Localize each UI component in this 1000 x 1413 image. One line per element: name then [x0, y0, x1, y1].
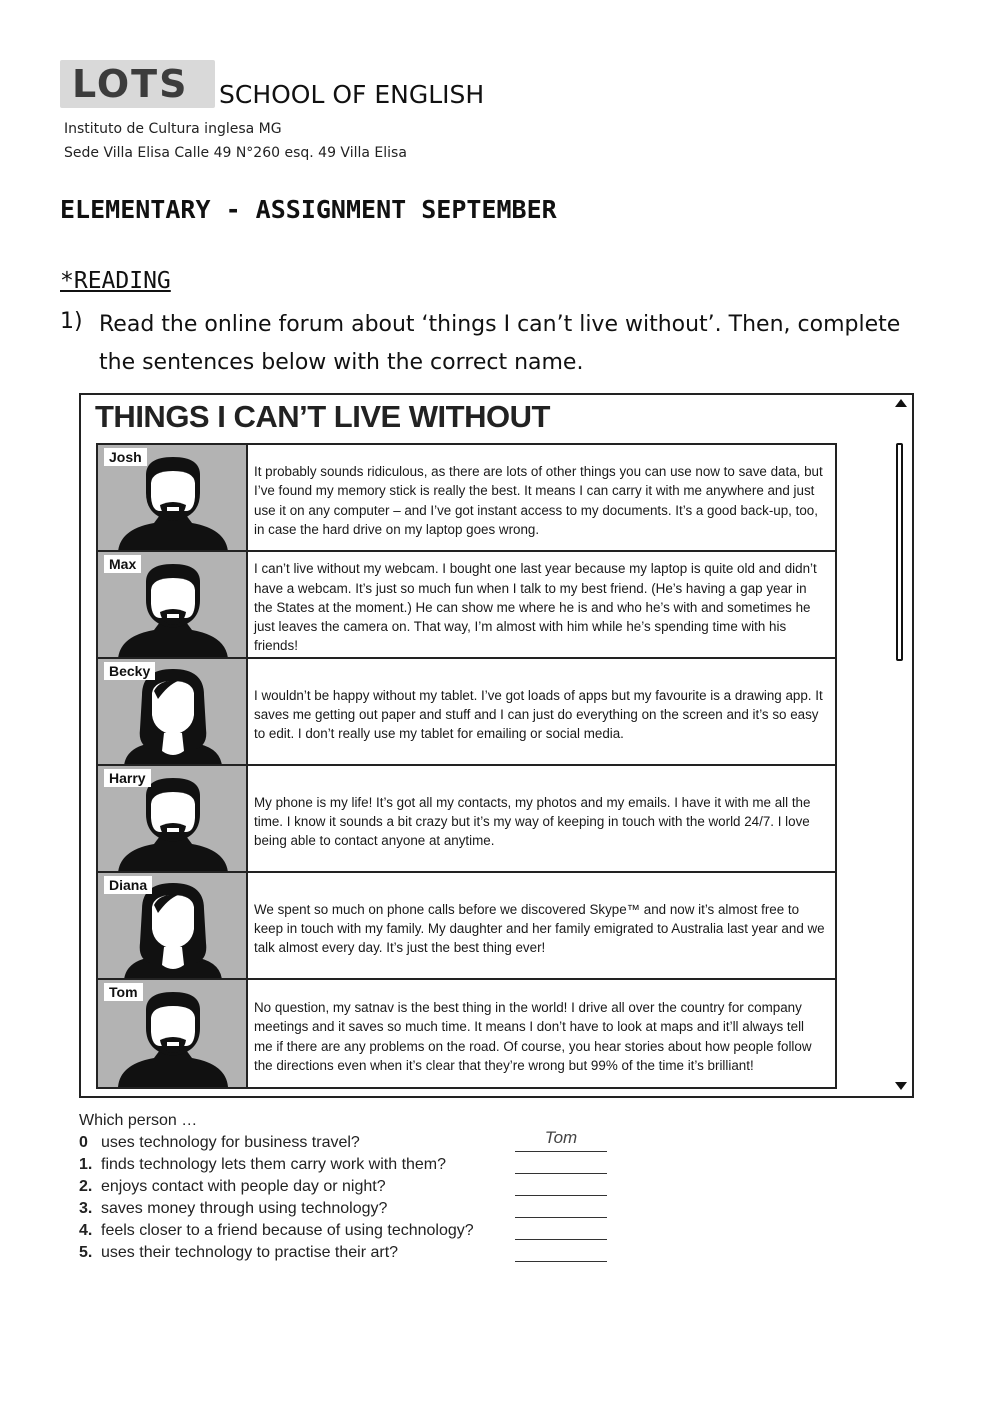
item-number: 5.: [79, 1244, 93, 1261]
item-number: 1.: [79, 1156, 93, 1173]
poster-name: Harry: [104, 769, 151, 787]
item-text: uses technology for business travel?: [101, 1134, 360, 1151]
post-body: My phone is my life! It’s got all my contacts, my photos and my emails. I have it with me all the time. I know it sounds a bit crazy but it’s my way of keeping in touch with the world 24/7. I love being able to contact anyone at anytime.: [254, 794, 811, 849]
scroll-up-arrow-icon[interactable]: [895, 399, 907, 407]
answer-line: [515, 1173, 607, 1174]
post-text: [248, 659, 835, 764]
forum-post-harry: [98, 766, 835, 873]
answer-line: [515, 1195, 607, 1196]
exercise-item: [79, 1200, 619, 1222]
exercise-item: [79, 1222, 619, 1244]
post-body: I wouldn’t be happy without my tablet. I’ve got loads of apps but my favourite is a drawing app. It saves me getting out paper and stuff and I can just do everything on the screen and it’s so easy to edit. I don’t really use my tablet for emailing or social media.: [254, 687, 823, 742]
item-number: 2.: [79, 1178, 93, 1195]
exercise-item: [79, 1128, 619, 1156]
post-body: It probably sounds ridiculous, as there are lots of other things you can use now to save data, but I’ve found my memory stick is really the best. It means I can carry it with me anywhere and just use it on any computer – and I’ve got instant access to my documents. It’s a good back-up, too, in case the hard drive on my laptop goes wrong.: [254, 463, 823, 537]
forum-post-becky: [98, 659, 835, 766]
item-number: 0: [79, 1134, 88, 1151]
answer-line: [515, 1261, 607, 1262]
item-text: feels closer to a friend because of using technology?: [101, 1222, 474, 1239]
forum-scrollbar[interactable]: [890, 395, 912, 1096]
poster-name: Max: [104, 555, 141, 573]
exercise-item: [79, 1156, 619, 1178]
forum-panel: [79, 393, 914, 1098]
poster-name: Josh: [104, 448, 147, 466]
institute-address: Sede Villa Elisa Calle 49 N°260 esq. 49 Villa Elisa: [64, 145, 407, 161]
logo-text: LOTS: [72, 62, 189, 106]
item-text: enjoys contact with people day or night?: [101, 1178, 386, 1195]
answer-line: [515, 1151, 607, 1152]
exercise-item: [79, 1244, 619, 1266]
item-text: uses their technology to practise their art?: [101, 1244, 399, 1261]
post-text: [248, 873, 835, 978]
assignment-title: ELEMENTARY - ASSIGNMENT SEPTEMBER: [60, 195, 557, 224]
forum-post-diana: [98, 873, 835, 980]
poster-name: Tom: [104, 983, 143, 1001]
school-logo: [60, 60, 215, 108]
item-number: 3.: [79, 1200, 93, 1217]
post-body: We spent so much on phone calls before we discovered Skype™ and now it’s almost free to keep in touch with my family. My daughter and her family emigrated to Australia last year and we talk almost every day. It’s just the best thing ever!: [254, 901, 825, 956]
school-name: SCHOOL OF ENGLISH: [219, 80, 485, 109]
forum-post-max: [98, 552, 835, 659]
answer-line: [515, 1239, 607, 1240]
section-label: *READING: [60, 268, 171, 294]
post-text: [248, 445, 835, 550]
forum-posts: [96, 443, 837, 1089]
item-text: saves money through using technology?: [101, 1200, 388, 1217]
item-text: finds technology lets them carry work with them?: [101, 1156, 447, 1173]
post-text: [248, 552, 835, 657]
forum-post-tom: [98, 980, 835, 1087]
answer-line: [515, 1217, 607, 1218]
exercise-item: [79, 1178, 619, 1200]
avatar: [98, 445, 248, 550]
item-number: 4.: [79, 1222, 93, 1239]
scroll-down-arrow-icon[interactable]: [895, 1082, 907, 1090]
forum-title: THINGS I CAN’T LIVE WITHOUT: [95, 399, 550, 434]
question-text: Read the online forum about ‘things I can’t live without’. Then, complete the sentences below with the correct name.: [99, 312, 901, 375]
avatar: [98, 980, 248, 1087]
exercise-intro: Which person …: [79, 1112, 198, 1129]
exercise-list: [79, 1128, 619, 1266]
answer-field[interactable]: Tom: [544, 1128, 578, 1147]
avatar: [98, 552, 248, 657]
post-body: No question, my satnav is the best thing in the world! I drive all over the country for company meetings and it saves so much time. It means I don’t have to look at maps and it’ll always tell me if there are any problems on the road. Of course, you hear stories about how people follow the directions even when it’s clear that they’re wrong but 99% of the time it’s brilliant!: [254, 999, 812, 1073]
post-text: [248, 980, 835, 1087]
poster-name: Diana: [104, 876, 152, 894]
scroll-thumb[interactable]: [896, 443, 903, 661]
avatar: [98, 873, 248, 978]
post-body: I can’t live without my webcam. I bought one last year because my laptop is quite old and didn’t have a webcam. It’s just so much fun when I talk to my best friend. (He’s having a gap year in the States at the moment.) He can show me where he is and who he’s with and sometimes he just leaves the camera on. That way, I’m almost with him while he’s spending time with his friends!: [254, 561, 817, 654]
institute-name: Instituto de Cultura inglesa MG: [64, 121, 282, 137]
post-text: [248, 766, 835, 871]
forum-post-josh: [98, 445, 835, 552]
avatar: [98, 766, 248, 871]
poster-name: Becky: [104, 662, 155, 680]
avatar: [98, 659, 248, 764]
question-number: 1): [60, 309, 83, 334]
